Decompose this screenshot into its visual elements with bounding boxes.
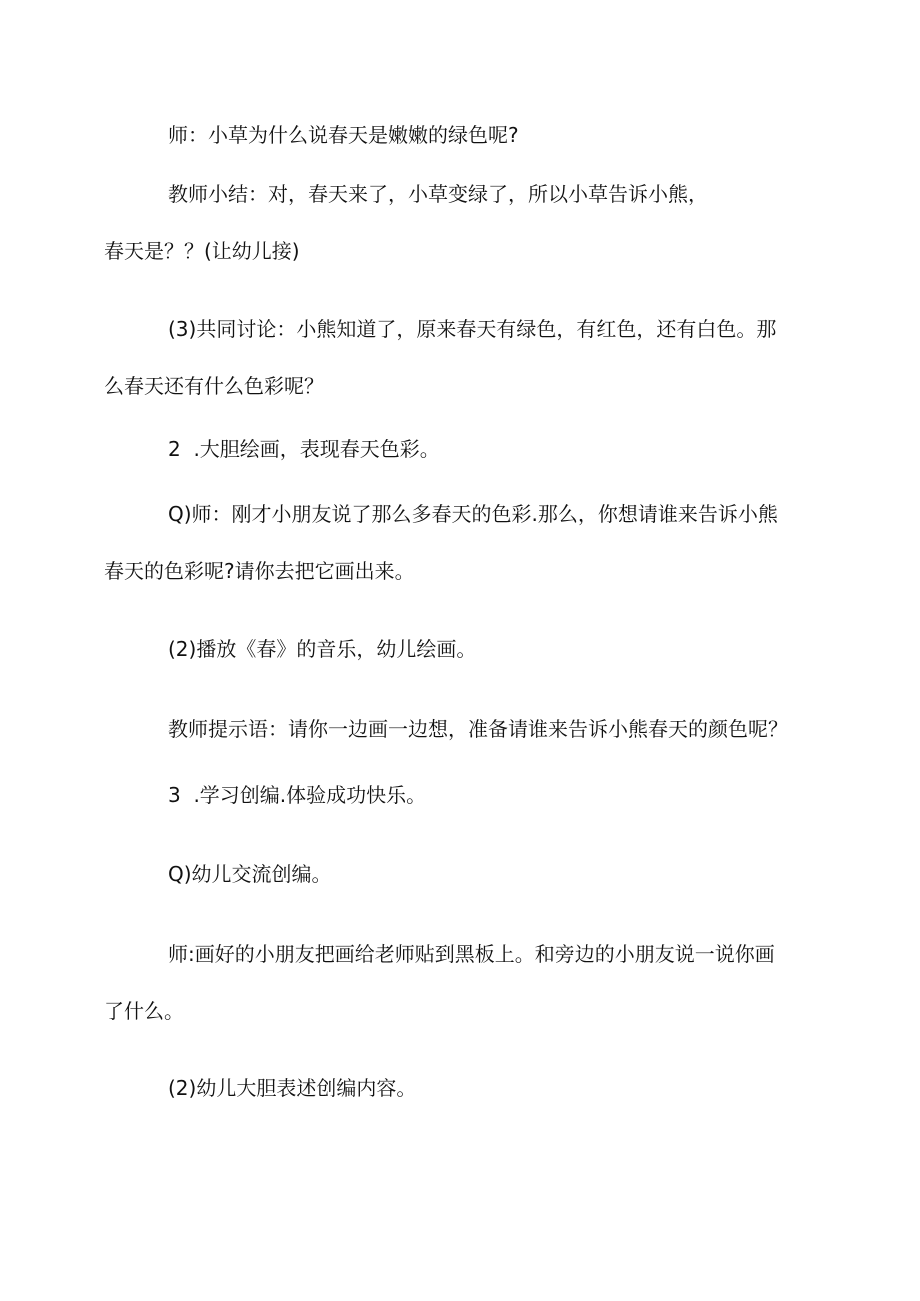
text-line: 春天是？？(让幼儿接) — [104, 239, 300, 263]
paragraph-children-describe — [136, 1060, 796, 1117]
text-line: 师:画好的小朋友把画给老师贴到黑板上。和旁边的小朋友说一说你画 — [168, 942, 775, 966]
paragraph-teacher-board — [104, 926, 796, 1040]
text-line: 3 .学习创编.体验成功快乐。 — [168, 783, 427, 807]
section-heading-drawing — [136, 421, 796, 478]
paragraph-teacher-hint — [136, 701, 796, 758]
text-line: (2)播放《春》的音乐，幼儿绘画。 — [168, 637, 477, 661]
text-line: Q)幼儿交流创编。 — [168, 862, 332, 886]
paragraph-group-discussion — [104, 301, 796, 415]
paragraph-teacher-question — [136, 107, 796, 164]
text-line: 教师提示语：请你一边画一边想，准备请谁来告诉小熊春天的颜色呢？ — [168, 717, 788, 741]
text-line: 么春天还有什么色彩呢？ — [104, 374, 324, 398]
paragraph-children-exchange — [136, 846, 796, 903]
text-line: (2)幼儿大胆表述创编内容。 — [168, 1076, 417, 1100]
text-line: 春天的色彩呢?请你去把它画出来。 — [104, 559, 415, 583]
paragraph-teacher-summary — [104, 166, 796, 280]
text-line: Q)师：刚才小朋友说了那么多春天的色彩.那么，你想请谁来告诉小熊 — [168, 502, 778, 526]
text-line: 教师小结：对，春天来了，小草变绿了，所以小草告诉小熊， — [168, 182, 708, 206]
paragraph-teacher-prompt — [104, 486, 796, 600]
section-heading-creation — [136, 767, 796, 824]
paragraph-music-drawing — [136, 621, 796, 678]
text-line: 师：小草为什么说春天是嫩嫩的绿色呢? — [168, 123, 519, 147]
text-line: 2 .大胆绘画，表现春天色彩。 — [168, 437, 440, 461]
text-line: (3)共同讨论：小熊知道了，原来春天有绿色，有红色，还有白色。那 — [168, 317, 777, 341]
text-line: 了什么。 — [104, 999, 184, 1023]
